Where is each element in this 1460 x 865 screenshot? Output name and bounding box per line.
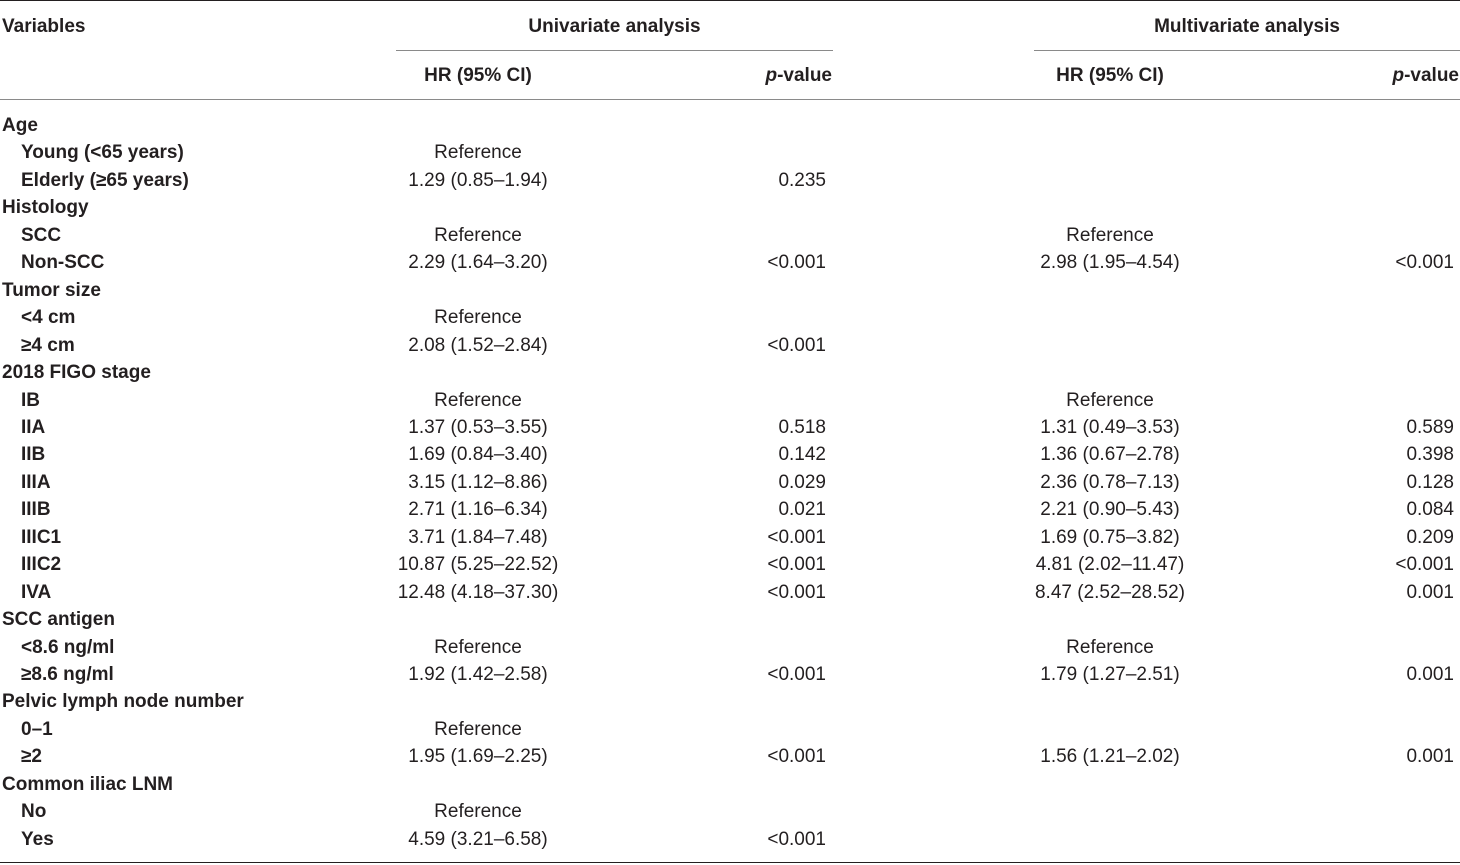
uni-hr-cell: Reference — [434, 636, 522, 658]
table-top-rule — [0, 0, 1460, 1]
row-sub-label: Elderly (≥65 years) — [21, 169, 189, 191]
multi-hr-cell: 1.31 (0.49–3.53) — [1040, 416, 1180, 438]
multi-p-cell: 0.001 — [1406, 581, 1454, 603]
uni-p-cell: <0.001 — [767, 664, 826, 685]
multi-p-cell: 0.001 — [1406, 746, 1454, 768]
uni-hr-cell: Reference — [434, 389, 522, 411]
row-sub-label: SCC — [21, 224, 62, 246]
row-sub-label: IIIC2 — [21, 554, 62, 576]
uni-hr-cell: 10.87 (5.25–22.52) — [397, 554, 559, 576]
table-bottom-rule — [0, 862, 1460, 863]
row-sub-label: IIB — [21, 444, 46, 466]
uni-hr-cell: 1.92 (1.42–2.58) — [408, 664, 548, 685]
row-sub-label: IB — [21, 389, 40, 411]
header-bottom-rule — [0, 99, 1460, 100]
row-group-label: Age — [2, 115, 38, 136]
uni-p-cell: <0.001 — [767, 252, 826, 274]
uni-hr-cell: 1.37 (0.53–3.55) — [408, 416, 548, 438]
multi-p-cell: 0.589 — [1406, 416, 1454, 438]
header-multi-hr: HR (95% CI) — [1056, 65, 1164, 86]
multi-p-cell: 0.209 — [1406, 526, 1454, 548]
uni-hr-cell: 4.59 (3.21–6.58) — [408, 828, 548, 850]
header-uni-p-italic: p — [765, 65, 778, 86]
uni-p-cell: 0.235 — [778, 169, 826, 191]
multi-p-cell: <0.001 — [1395, 554, 1454, 576]
header-uni-hr: HR (95% CI) — [424, 65, 532, 86]
row-sub-label: <8.6 ng/ml — [21, 636, 115, 658]
uni-hr-cell: 2.08 (1.52–2.84) — [408, 334, 548, 356]
row-sub-label: ≥4 cm — [21, 334, 75, 356]
multi-p-cell: 0.001 — [1406, 664, 1454, 685]
uni-hr-cell: 3.15 (1.12–8.86) — [408, 471, 548, 493]
uni-p-cell: 0.518 — [778, 416, 826, 438]
multi-hr-cell: 2.21 (0.90–5.43) — [1040, 499, 1180, 521]
uni-p-cell: 0.029 — [778, 471, 826, 493]
multi-hr-cell: 8.47 (2.52–28.52) — [1034, 581, 1185, 603]
uni-p-cell: <0.001 — [767, 526, 826, 548]
uni-hr-cell: 1.95 (1.69–2.25) — [408, 746, 548, 768]
multi-hr-cell: Reference — [1066, 636, 1154, 658]
multi-p-cell: 0.398 — [1406, 444, 1454, 466]
uni-hr-cell: 12.48 (4.18–37.30) — [397, 581, 559, 603]
uni-hr-cell: 3.71 (1.84–7.48) — [408, 526, 548, 548]
row-group-label: Common iliac LNM — [2, 773, 174, 795]
uni-hr-cell: Reference — [434, 224, 522, 246]
multi-hr-cell: 2.36 (0.78–7.13) — [1040, 471, 1180, 493]
row-group-label: Tumor size — [2, 279, 101, 301]
row-group-label: Histology — [2, 197, 89, 219]
uni-hr-cell: Reference — [434, 718, 522, 740]
multi-hr-cell: 2.98 (1.95–4.54) — [1040, 252, 1180, 274]
multi-hr-cell: Reference — [1066, 389, 1154, 411]
row-sub-label: ≥2 — [21, 746, 42, 768]
row-sub-label: Non-SCC — [21, 252, 105, 274]
multi-hr-cell: Reference — [1066, 224, 1154, 246]
row-sub-label: <4 cm — [21, 307, 76, 329]
row-group-label: 2018 FIGO stage — [2, 362, 151, 383]
row-sub-label: Yes — [21, 828, 54, 850]
multi-hr-cell: 1.69 (0.75–3.82) — [1040, 526, 1180, 548]
multi-hr-cell: 4.81 (2.02–11.47) — [1035, 554, 1185, 576]
uni-hr-cell: 1.29 (0.85–1.94) — [408, 169, 548, 191]
uni-hr-cell: 1.69 (0.84–3.40) — [408, 444, 548, 466]
row-sub-label: Young (<65 years) — [21, 142, 184, 164]
uni-p-cell: <0.001 — [767, 334, 826, 356]
row-sub-label: IIIC1 — [21, 526, 62, 548]
row-sub-label: ≥8.6 ng/ml — [21, 664, 114, 685]
uni-hr-cell: 2.29 (1.64–3.20) — [408, 252, 548, 274]
multi-hr-cell: 1.56 (1.21–2.02) — [1040, 746, 1180, 768]
header-multi-p-suffix: -value — [1404, 65, 1459, 86]
header-univariate: Univariate analysis — [528, 16, 701, 37]
univariate-spanner-rule — [396, 50, 833, 51]
row-sub-label: IIIB — [21, 499, 51, 521]
row-sub-label: IIA — [21, 416, 46, 438]
header-uni-p-suffix: -value — [777, 65, 832, 86]
multi-hr-cell: 1.79 (1.27–2.51) — [1040, 664, 1180, 685]
header-multi-p-italic: p — [1392, 65, 1405, 86]
uni-p-cell: <0.001 — [767, 554, 826, 576]
row-sub-label: IVA — [21, 581, 52, 603]
multi-p-cell: 0.128 — [1406, 471, 1454, 493]
uni-p-cell: <0.001 — [767, 746, 826, 768]
multi-hr-cell: 1.36 (0.67–2.78) — [1040, 444, 1180, 466]
multi-p-cell: 0.084 — [1406, 499, 1454, 521]
multi-p-cell: <0.001 — [1395, 252, 1454, 274]
header-uni-pvalue — [700, 65, 832, 87]
header-multivariate: Multivariate analysis — [1154, 16, 1340, 37]
row-sub-label: IIIA — [21, 471, 51, 493]
uni-hr-cell: 2.71 (1.16–6.34) — [408, 499, 548, 521]
uni-p-cell: <0.001 — [767, 828, 826, 850]
multivariate-spanner-rule — [1034, 50, 1460, 51]
header-multi-pvalue — [1320, 65, 1459, 87]
row-group-label: SCC antigen — [2, 609, 115, 631]
uni-p-cell: 0.142 — [778, 444, 826, 466]
uni-hr-cell: Reference — [434, 142, 522, 164]
row-sub-label: No — [21, 801, 47, 823]
uni-p-cell: 0.021 — [778, 499, 826, 521]
uni-hr-cell: Reference — [434, 307, 522, 329]
header-variables: Variables — [2, 16, 86, 37]
row-group-label: Pelvic lymph node number — [2, 691, 244, 713]
row-sub-label: 0–1 — [21, 718, 53, 740]
uni-hr-cell: Reference — [434, 801, 522, 823]
uni-p-cell: <0.001 — [767, 581, 826, 603]
